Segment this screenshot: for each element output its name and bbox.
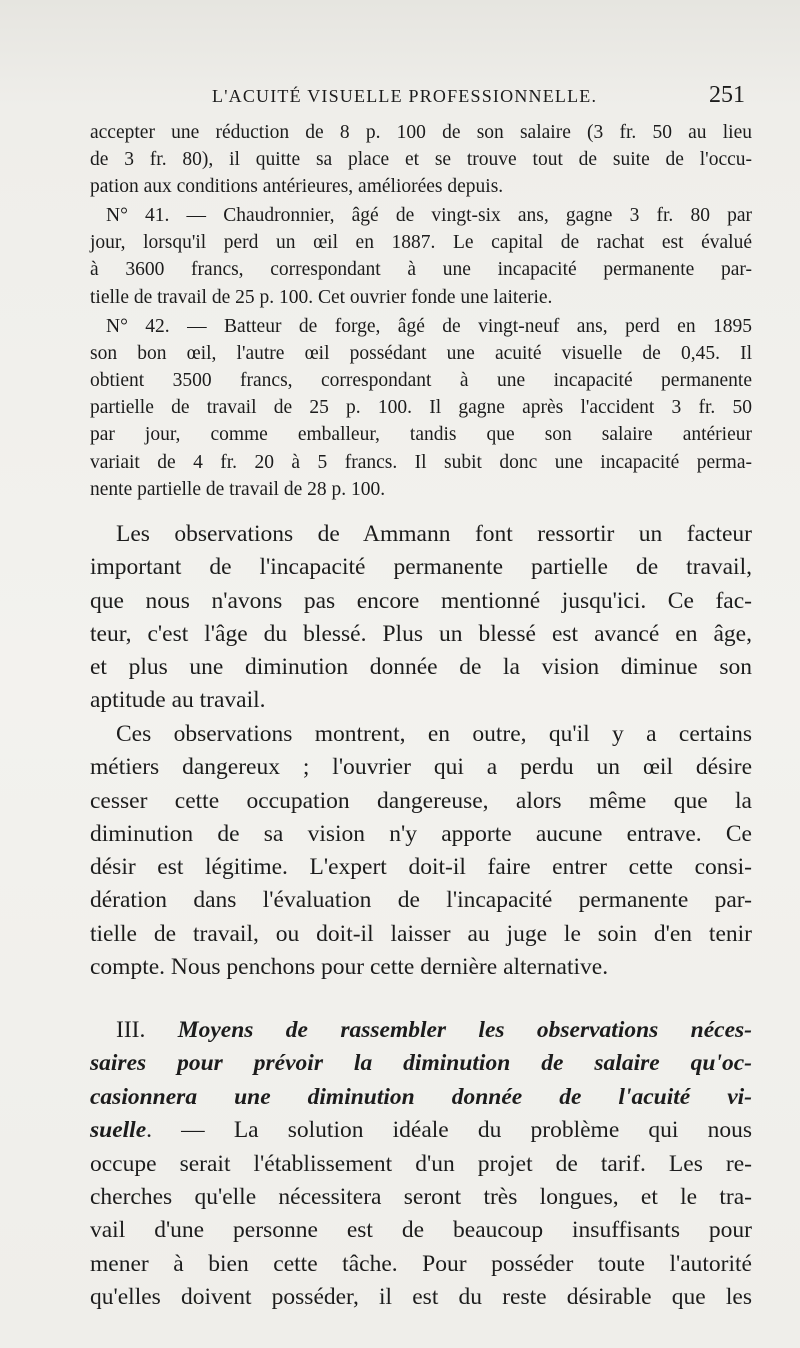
section-heading-line [90,1114,752,1146]
running-title: L'ACUITÉ VISUELLE PROFESSIONNELLE. [212,86,598,106]
text-line: occupe serait l'établissement d'un projet de tarif. Les re- [90,1151,752,1177]
text-line: Ces observations montrent, en outre, qu'il y a certains [116,721,752,747]
section-title-part: saires pour prévoir la diminution de salaire qu'oc- [90,1050,752,1076]
text-line: N° 42. — Batteur de forge, âgé de vingt-neuf ans, perd en 1895 [106,316,752,337]
text-line: aptitude au travail. [90,687,266,713]
text-line: par jour, comme emballeur, tandis que son salaire antérieur [90,424,752,445]
text-line: tielle de travail de 25 p. 100. Cet ouvrier fonde une laiterie. [90,287,553,308]
section-title-part: suelle [90,1117,147,1143]
text-line: désir est légitime. L'expert doit-il faire entrer cette consi- [90,854,752,880]
page-number: 251 [709,82,745,108]
text-line: à 3600 francs, correspondant à une incapacité permanente par- [90,259,752,280]
section-number: III. [116,1017,146,1043]
text-line: que nous n'avons pas encore mentionné jusqu'ici. Ce fac- [90,588,752,614]
section-heading-line [116,1014,752,1046]
text-line: pation aux conditions antérieures, améliorées depuis. [90,176,504,197]
text-line: dération dans l'évaluation de l'incapacité permanente par- [90,887,752,913]
text-line: important de l'incapacité permanente partielle de travail, [90,554,752,580]
text-line: métiers dangereux ; l'ouvrier qui a perdu un œil désire [90,754,752,780]
text-line: variait de 4 fr. 20 à 5 francs. Il subit donc une incapacité perma- [90,452,752,473]
text-line: jour, lorsqu'il perd un œil en 1887. Le capital de rachat est évalué [90,232,752,253]
text-line: nente partielle de travail de 28 p. 100. [90,479,386,500]
text-line: obtient 3500 francs, correspondant à une incapacité permanente [90,370,752,391]
text-line: Les observations de Ammann font ressortir un facteur [116,521,752,547]
text-line: de 3 fr. 80), il quitte sa place et se trouve tout de suite de l'occu- [90,149,752,170]
text-line: teur, c'est l'âge du blessé. Plus un blessé est avancé en âge, [90,621,752,647]
text-line: cesser cette occupation dangereuse, alors même que la [90,788,752,814]
text-line: N° 41. — Chaudronnier, âgé de vingt-six ans, gagne 3 fr. 80 par [106,205,752,226]
text-line: vail d'une personne est de beaucoup insuffisants pour [90,1217,752,1243]
section-title-tail: . — La solution idéale du problème qui nous [146,1117,752,1143]
section-title-part: casionnera une diminution donnée de l'acuité vi- [90,1084,752,1110]
text-line: compte. Nous penchons pour cette dernière alternative. [90,954,609,980]
text-line: mener à bien cette tâche. Pour posséder toute l'autorité [90,1251,752,1277]
text-line: diminution de sa vision n'y apporte aucune entrave. Ce [90,821,752,847]
text-line: cherches qu'elle nécessitera seront très longues, et le tra- [90,1184,752,1210]
text-line: partielle de travail de 25 p. 100. Il gagne après l'accident 3 fr. 50 [90,397,752,418]
text-line: qu'elles doivent posséder, il est du reste désirable que les [90,1284,752,1310]
text-line: et plus une diminution donnée de la vision diminue son [90,654,752,680]
text-line: accepter une réduction de 8 p. 100 de son salaire (3 fr. 50 au lieu [90,122,752,143]
section-title-part: Moyens de rassembler les observations néces- [177,1017,753,1043]
text-line: tielle de travail, ou doit-il laisser au juge le soin d'en tenir [90,921,752,947]
text-line: son bon œil, l'autre œil possédant une acuité visuelle de 0,45. Il [90,343,752,364]
